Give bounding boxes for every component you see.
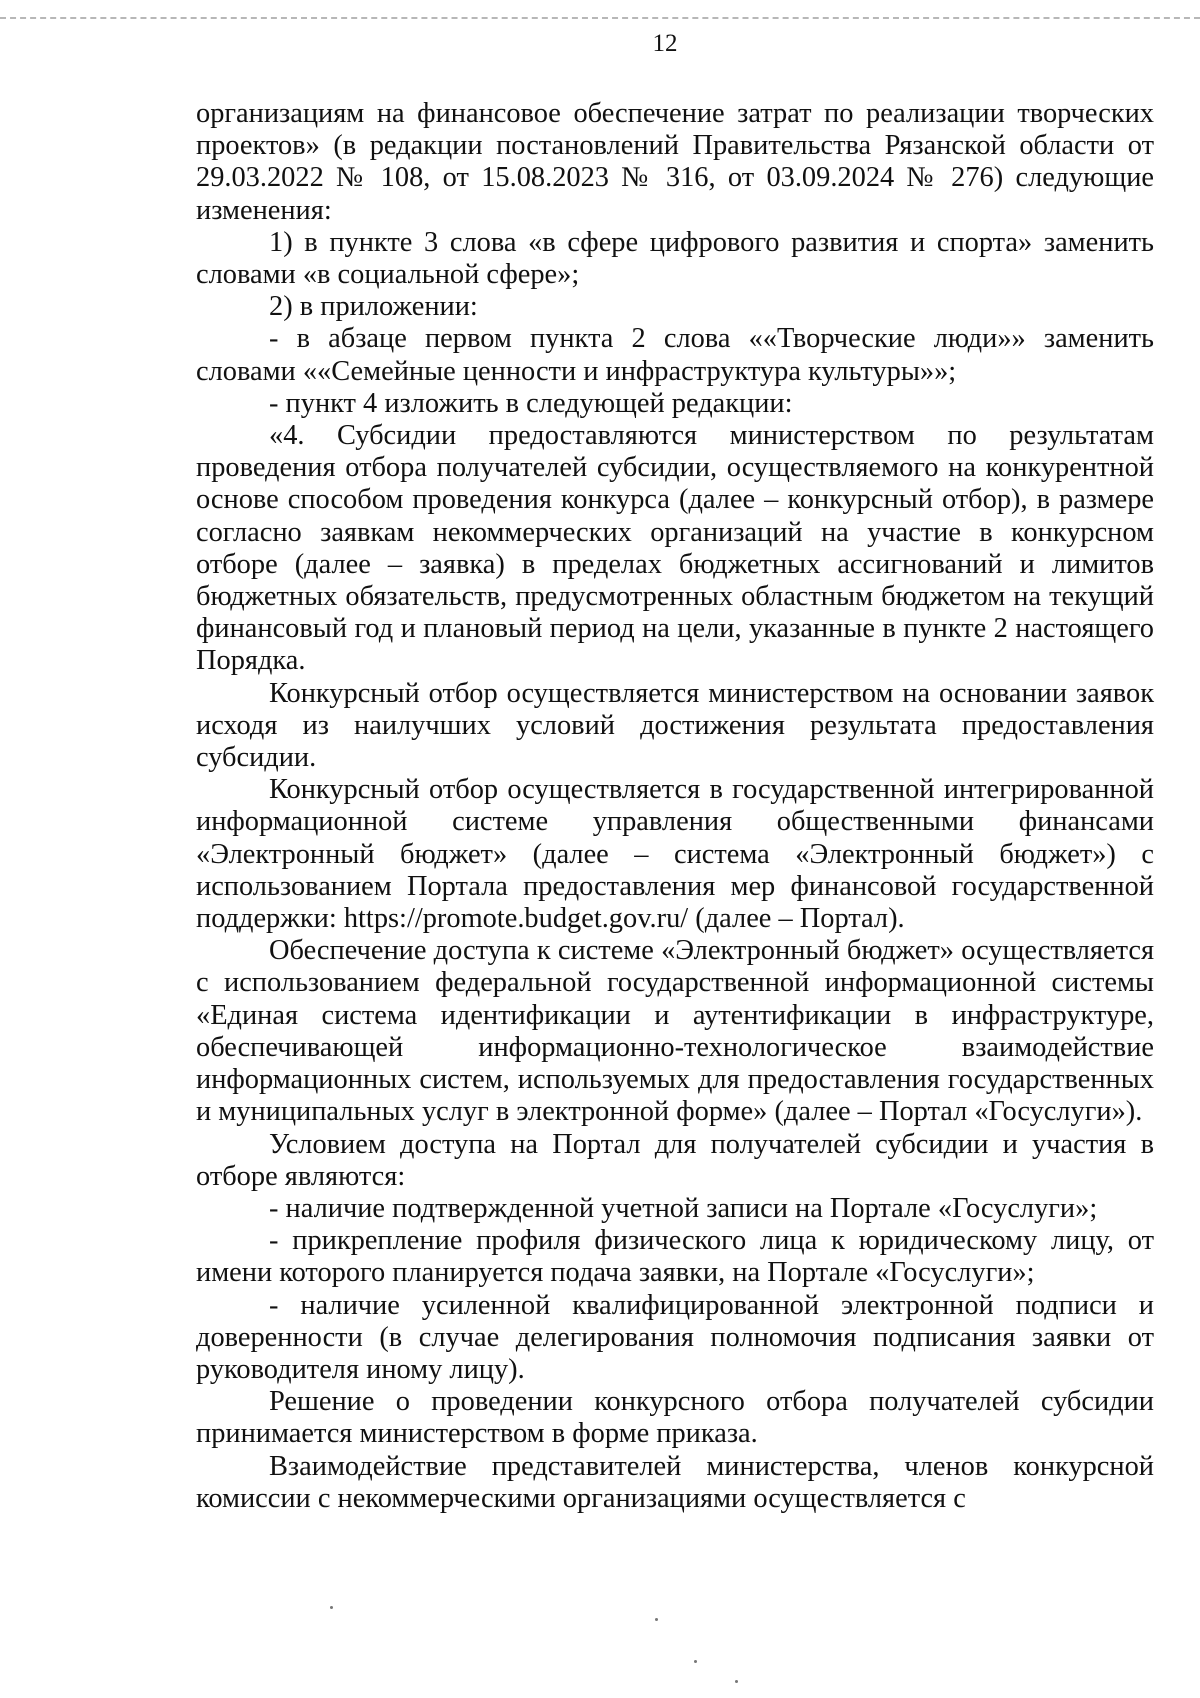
paragraph: Конкурсный отбор осуществляется в государственной интегрированной информационной системе управления общественными финансами «Электронный бюджет» (далее – система «Электронный бюджет») с использованием Портала предоставления мер финансовой государственной поддержки: https://promote.budget.gov.ru/ (далее – Портал). — [196, 774, 1154, 935]
paragraph: - наличие подтвержденной учетной записи на Портале «Госуслуги»; — [269, 1192, 1098, 1224]
paragraph: 2) в приложении: — [269, 291, 478, 323]
paragraph: - наличие усиленной квалифицированной электронной подписи и доверенности (в случае делегирования полномочия подписания заявки от руководителя иному лицу). — [196, 1289, 1154, 1385]
document-body — [196, 98, 1154, 1515]
scan-speck — [330, 1606, 333, 1609]
scan-speck — [735, 1680, 738, 1683]
paragraph: Взаимодействие представителей министерства, членов конкурсной комиссии с некоммерческими организациями осуществляется с — [196, 1450, 1154, 1514]
paragraph: Решение о проведении конкурсного отбора получателей субсидии принимается министерством в форме приказа. — [196, 1386, 1154, 1450]
scan-artifact-line — [0, 17, 1200, 19]
paragraph: Условием доступа на Портал для получателей субсидии и участия в отборе являются: — [196, 1128, 1154, 1192]
paragraph: - прикрепление профиля физического лица к юридическому лицу, от имени которого планируется подача заявки, на Портале «Госуслуги»; — [196, 1225, 1154, 1289]
scan-speck — [655, 1618, 658, 1621]
paragraph: - пункт 4 изложить в следующей редакции: — [269, 387, 793, 419]
paragraph: «4. Субсидии предоставляются министерством по результатам проведения отбора получателей субсидии, осуществляемого на конкурентной основе способом проведения конкурса (далее – конкурсный отбор), в размере согласно заявкам некоммерческих организаций на участие в конкурсном отборе (далее – заявка) в пределах бюджетных ассигнований и лимитов бюджетных обязательств, предусмотренных областным бюджетом на текущий финансовый год и плановый период на цели, указанные в пункте 2 настоящего Порядка. — [196, 420, 1154, 677]
paragraph: - в абзаце первом пункта 2 слова ««Творческие люди»» заменить словами ««Семейные ценности и инфраструктура культуры»»; — [196, 323, 1154, 387]
paragraph: 1) в пункте 3 слова «в сфере цифрового развития и спорта» заменить словами «в социальной сфере»; — [196, 226, 1154, 291]
paragraph: Обеспечение доступа к системе «Электронный бюджет» осуществляется с использованием федеральной государственной информационной системы «Единая система идентификации и аутентификации в инфраструктуре, обеспечивающей информационно-технологическое взаимодействие информационных систем, используемых для предоставления государственных и муниципальных услуг в электронной форме» (далее – Портал «Госуслуги»). — [196, 935, 1154, 1128]
paragraph: организациям на финансовое обеспечение затрат по реализации творческих проектов» (в редакции постановлений Правительства Рязанской области от 29.03.2022 № 108, от 15.08.2023 № 316, от 03.09.2024 № 276) следующие изменения: — [196, 98, 1154, 226]
page-number: 12 — [652, 30, 678, 57]
paragraph: Конкурсный отбор осуществляется министерством на основании заявок исходя из наилучших условий достижения результата предоставления субсидии. — [196, 677, 1154, 774]
scan-speck — [694, 1660, 697, 1663]
